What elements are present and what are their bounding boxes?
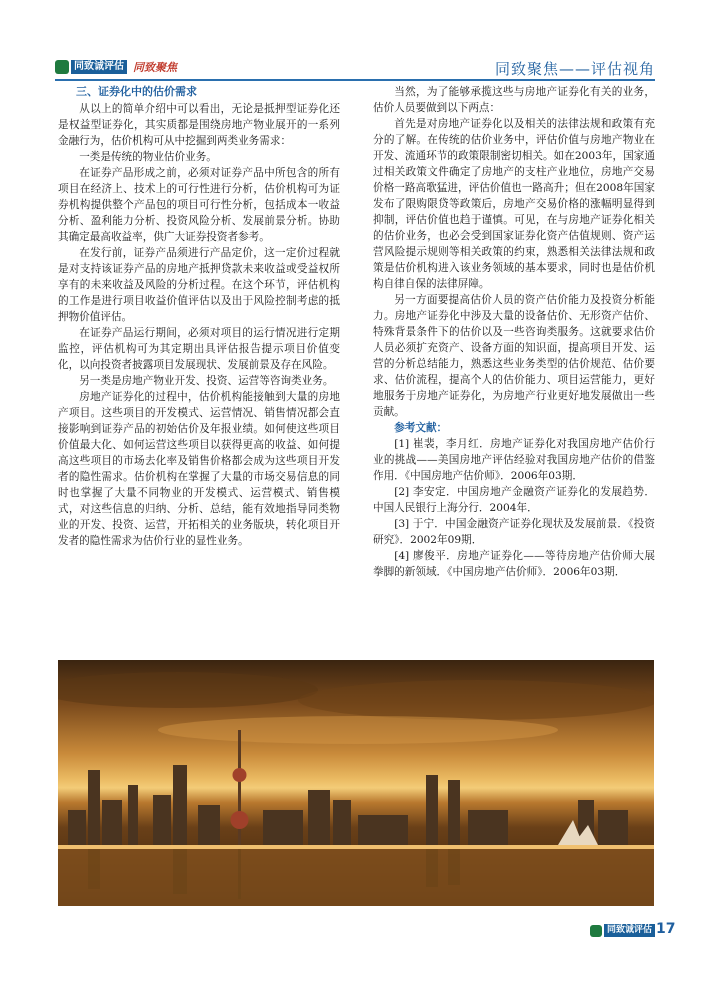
paragraph: 一类是传统的物业估价业务。 [79, 151, 217, 163]
reference-item: [4] 廖俊平．房地产证券化——等待房地产估价师大展拳脚的新领域．《中国房地产估价师》．2006年03期． [373, 550, 655, 578]
section-title: 三、证券化中的估价需求 [76, 85, 197, 98]
left-column [58, 84, 340, 549]
header-logo [55, 59, 177, 75]
reference-item: [3] 于宁．中国金融资产证券化现状及发展前景．《投资研究》．2002年09期． [373, 518, 655, 546]
paragraph: 另一类是房地产物业开发、投资、运营等咨询类业务。 [79, 375, 334, 387]
footer-logo-text: 同致诚评估 [604, 924, 655, 937]
references-heading [373, 420, 655, 436]
paragraph: 在证券产品运行期间，必须对项目的运行情况进行定期监控，评估机构可为其定期出具评估报告提示项目价值变化，以向投资者披露项目发展现状、发展前景及存在风险。 [58, 327, 340, 371]
logo-text: 同致诚评估 [71, 60, 127, 74]
references-title: 参考文献： [394, 422, 448, 434]
page-number: 17 [656, 921, 676, 937]
paragraph: 房地产证券化的过程中，估价机构能接触到大量的房地产项目。这些项目的开发模式、运营情况、销售情况都会直接影响到证券产品的初始估价及年报业绩。如何使这些项目价值最大化、如何运营这些项目以获得更高的收益、如何提高这些项目的市场去化率及销售价格都会成为这些项目开发者的隐性需求。估价机构在掌握了大量的市场交易信息的同时也掌握了大量不同物业的开发模式、运营模式、销售模式，对这些信息的归纳、分析、总结，能有效地指导同类物业的开发、投资、运营，开拓相关的业务版块，转化项目开发者的隐性需求为估价行业的显性业务。 [58, 391, 340, 547]
reference-item: [2] 李安定．中国房地产金融资产证券化的发展趋势．中国人民银行上海分行．2004年． [373, 486, 655, 514]
paragraph: 在证券产品形成之前，必须对证券产品中所包含的所有项目在经济上、技术上的可行性进行分析，估价机构可为证券机构提供整个产品包的项目可行性分析，包括成本一收益分析、盈利能力分析、投资风险分析、发展前景分析。协助其确定最高收益率，供广大证券投资者参考。 [58, 167, 340, 243]
paragraph: 在发行前，证券产品须进行产品定价，这一定价过程就是对支持该证券产品的房地产抵押贷款未来收益或受益权所享有的未来收益及风险的分析过程。在这个环节，评估机构的工作是进行项目收益价值评估以及出于风险控制考虑的抵押物价值评估。 [58, 247, 340, 323]
right-column [373, 84, 655, 580]
page-header [55, 58, 655, 80]
paragraph: 另一方面要提高估价人员的资产估价能力及投资分析能力。房地产证券化中涉及大量的设备估价、无形资产估价、特殊背景条件下的估价以及一些咨询类服务。这就要求估价人员必须扩充资产、设备方面的知识面，提高项目开发、运营的分析总结能力，熟悉这些业务类型的估价规范、估价要求、估价流程，提高个人的估价能力、项目运营能力，更好地服务于房地产证券化，为房地产行业更好地发展做出一些贡献。 [373, 294, 655, 418]
logo-mark-icon [590, 925, 602, 937]
paragraph: 从以上的简单介绍中可以看出，无论是抵押型证券化还是权益型证券化，其实质都是围绕房地产物业展开的一系列金融行为，估价机构可从中挖掘到两类业务需求： [58, 103, 340, 147]
logo-mark-icon [55, 60, 69, 74]
calligraphy-title: 同致聚焦 [133, 61, 177, 74]
skyline-photo [58, 660, 654, 906]
skyline-image [58, 660, 654, 906]
paragraph: 当然，为了能够承揽这些与房地产证券化有关的业务，估价人员要做到以下两点： [373, 86, 655, 114]
header-title: 同致聚焦——评估视角 [494, 60, 655, 78]
header-divider [55, 79, 655, 81]
paragraph: 首先是对房地产证券化以及相关的法律法规和政策有充分的了解。在传统的估价业务中，评估价值与房地产物业在开发、流通环节的政策限制密切相关。如在2003年，国家通过相关政策文件确定了房地产的支柱产业地位，房地产交易价格一路高歌猛进，评估价值也一路高升；但在2008年国家发布了限购限贷等政策后，房地产交易价格的涨幅明显得到抑制，评估价值也趋于谨慎。可见，在与房地产证券化相关的估价业务，也必会受到国家证券化资产估值规则、资产运营风险提示规则等相关政策的约束，熟悉相关法律法规和政策是估价机构进入该业务领域的基本要求，同时也是估价机构自律自保的法律屏障。 [373, 118, 655, 290]
footer-logo [590, 924, 655, 937]
reference-item: [1] 崔裴，李月红．房地产证券化对我国房地产估价行业的挑战——美国房地产评估经验对我国房地产估价的借鉴作用．《中国房地产估价师》．2006年03期． [373, 438, 655, 482]
